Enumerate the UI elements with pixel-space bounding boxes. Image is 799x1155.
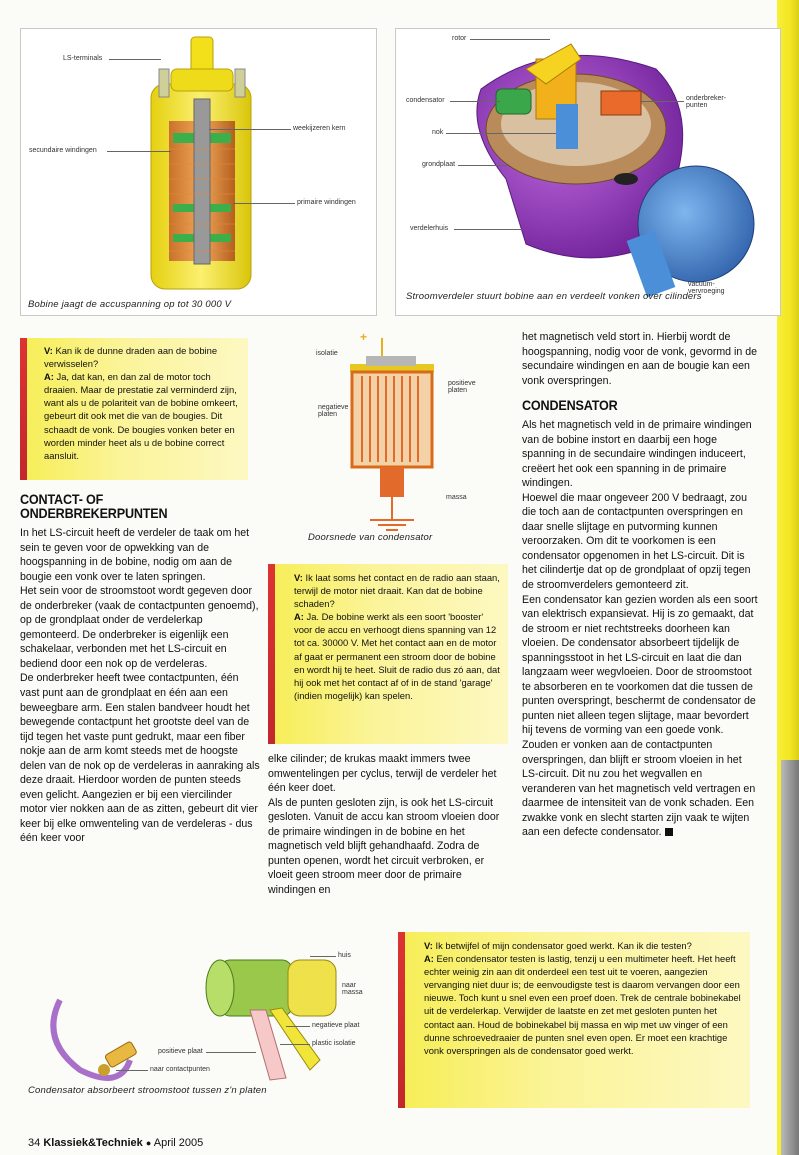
label-positive-plates bbox=[448, 380, 476, 394]
label-primary-windings: primaire windingen bbox=[297, 199, 356, 206]
qa-question-prefix: V: bbox=[294, 572, 303, 583]
column-3-text bbox=[522, 418, 758, 840]
leader-line bbox=[116, 1070, 148, 1071]
leader-line bbox=[107, 151, 171, 152]
paragraph: De onderbreker heeft twee contactpunten, één vast punt aan de grondplaat en één aan een beweegbare arm. Een stalen bandveer houdt het bewegende contactpunt het grootste deel van de tijd tegen het vaste punt gedrukt, maar een fiber nokje aan de arm komt steeds met de hoogste delen van de nok op de verdeleras in aanraking als deze draait. Hierdoor worden de punten steeds even gelicht. Aangezien er bij een viercilinder motor vier nokken aan de as zitten, gebeurt dit vier keer bij elke omwenteling van de verdeleras - dus één keer voor bbox=[20, 672, 260, 845]
paragraph: elke cilinder; de krukas maakt immers twee omwentelingen per cyclus, terwijl de verdeler het één keer doet. bbox=[268, 753, 497, 795]
cross-section-figure bbox=[300, 330, 510, 543]
qa-accent-bar bbox=[20, 338, 27, 480]
label-secondary-windings: secundaire windingen bbox=[29, 147, 97, 154]
paragraph bbox=[522, 593, 758, 840]
label-vacuum-advance-text: vacuüm- vervroeging bbox=[688, 281, 725, 295]
label-negative-plate: negatieve plaat bbox=[312, 1022, 360, 1029]
label-housing: verdelerhuis bbox=[410, 225, 449, 232]
label-positive-plate: positieve plaat bbox=[158, 1048, 203, 1055]
label-to-contact-points: naar contactpunten bbox=[150, 1066, 210, 1073]
paragraph: Het sein voor de stroomstoot wordt gegeven door de onderbreker (vaak de contactpunten genoemd), op de grondplaat onder de verdelerkap gemonteerd. De onderbreker is eigenlijk een schakelaar, verbonden met het LS-circuit en bediend door een nok op de verdeleras. bbox=[20, 585, 259, 670]
page-number: 34 bbox=[28, 1137, 41, 1149]
cross-section-illustration bbox=[300, 330, 510, 540]
label-breaker-points bbox=[686, 95, 726, 109]
cross-section-caption: Doorsnede van condensator bbox=[308, 532, 433, 543]
column-2-text bbox=[268, 752, 508, 897]
label-housing: huis bbox=[338, 952, 351, 959]
page-edge-shadow bbox=[781, 760, 799, 1155]
paragraph: Als het magnetisch veld in de primaire windingen van de bobine instort en daarbij een hoge spanning in de secundaire windingen induceert, creëert het ook een spanning in de primaire windingen. bbox=[522, 419, 752, 490]
label-iron-core: weekijzeren kern bbox=[293, 125, 346, 132]
label-negative-plates-text: negatieve platen bbox=[318, 404, 349, 418]
column-1-text bbox=[20, 526, 260, 846]
condenser-parts-figure bbox=[20, 930, 390, 1100]
leader-line bbox=[450, 101, 500, 102]
distributor-illustration bbox=[396, 29, 780, 315]
page-footer bbox=[28, 1137, 203, 1149]
leader-line bbox=[209, 129, 291, 130]
label-condensator: condensator bbox=[406, 97, 445, 104]
leader-line bbox=[206, 1052, 256, 1053]
leader-line bbox=[470, 39, 550, 40]
paragraph: In het LS-circuit heeft de verdeler de taak om het sein te geven voor de opwekking van de hoogspanning in de bobine, nodig om aan de bougie een vonk over te laten springen. bbox=[20, 527, 250, 583]
qa-answer: Een condensator testen is lastig, tenzij u een multimeter heeft. Het heeft echter weinig zin aan dit onderdeel een test uit te voeren, aangezien vervanging niet duur is; de eenvoudigste test is daarom vervangen door een nieuwe. Toch kunt u snel even een proef doen. Trek de centrale bobinekabel uit de verdelerkap. Verwijder de laatste en zet met gesloten punten het contact aan. Houd de bobinekabel bij massa en wip met uw vinger of een dunne schroevedraaier de punten snel even open. Er moet een krachtige vonk overspringen als de condensator goed werkt. bbox=[424, 953, 741, 1056]
leader-line bbox=[233, 203, 295, 204]
heading-condensator: CONDENSATOR bbox=[522, 397, 618, 413]
label-negative-plates bbox=[318, 404, 348, 418]
qa-answer-prefix: A: bbox=[294, 611, 304, 623]
leader-line bbox=[280, 1044, 310, 1045]
magazine-name: Klassiek&Techniek bbox=[43, 1137, 143, 1149]
label-insulation: isolatie bbox=[316, 350, 338, 357]
coil-illustration bbox=[21, 29, 376, 315]
leader-line bbox=[310, 956, 336, 957]
qa-box-ignition-radio bbox=[268, 564, 508, 744]
qa-question: Kan ik de dunne draden aan de bobine verwisselen? bbox=[44, 345, 218, 370]
qa-question-prefix: V: bbox=[424, 940, 433, 951]
label-ls-terminals: LS-terminals bbox=[63, 55, 103, 62]
paragraph: Als de punten gesloten zijn, is ook het LS-circuit gesloten. Vanuit de accu kan stroom vloeien door de primaire windingen in de bobine en het magnetisch veld blijft gehandhaafd. Zodra de punten openen, wordt het circuit verbroken, er vloeit geen stroom meer door de primaire windingen en bbox=[268, 796, 500, 896]
coil-caption: Bobine jaagt de accuspanning op tot 30 000 V bbox=[28, 299, 232, 310]
label-cam: nok bbox=[432, 129, 444, 136]
paragraph: Hoewel die maar ongeveer 200 V bedraagt, zou die toch aan de contactpunten overspringen en daar snelle slijtage en putvorming kunnen veroorzaken. Om dit te voorkomen is een condensator opgenomen in het LS-circuit. Dit is het cilindertje dat op de grondplaat of opzij tegen de stroomverdelers gemonteerd zit. bbox=[522, 491, 751, 592]
qa-answer-prefix: A: bbox=[424, 953, 434, 965]
label-positive-plates-text: positieve platen bbox=[448, 380, 476, 394]
distributor-caption: Stroomverdeler stuurt bobine aan en verdeelt vonken over cilinders bbox=[406, 291, 702, 302]
label-breaker-points-text: onderbreker- punten bbox=[686, 95, 727, 109]
leader-line bbox=[640, 101, 684, 102]
qa-question: Ik laat soms het contact en de radio aan staan, terwijl de motor niet draait. Kan dat de bobine schaden? bbox=[294, 572, 500, 610]
leader-line bbox=[286, 1026, 310, 1027]
leader-line bbox=[446, 133, 556, 134]
qa-box-condenser-test bbox=[398, 932, 750, 1108]
coil-figure bbox=[20, 28, 377, 316]
leader-line bbox=[454, 229, 522, 230]
heading-contact-points: CONTACT- OF ONDERBREKERPUNTEN bbox=[20, 491, 168, 521]
qa-box-coil-wires bbox=[20, 338, 248, 480]
label-ground: massa bbox=[446, 494, 467, 501]
label-plastic-insulation: plastic isolatie bbox=[312, 1040, 356, 1047]
qa-answer-prefix: A: bbox=[44, 371, 54, 383]
label-to-ground-text: naar massa bbox=[342, 982, 363, 996]
paragraph-text: Een condensator kan gezien worden als een soort van elektrisch expansievat. Hij is zo gemaakt, dat de stroom er niet rechtstreeks doorheen kan vloeien. De condensator absorbeert tijdelijk de spanningsstoot in het LS-circuit en laat die dan langzaam weer wegvloeien. Door de stroomstoot te absorberen en te voorkomen dat die tussen de punten overspringt, beschermt de condensator de punten niet alleen tegen slijtage, maar bevordert hij tevens de vorming van een goede vonk. Zouden er vonken aan de contactpunten overspringen, dan blijft er stroom vloeien in het LS-circuit. Dit nu zou het wegvallen en veranderen van het magnetisch veld vertragen en daarmee de intensiteit van de vonk schaden. Een zwakke vonk en slecht starten zijn vaak te wijten aan een defecte condensator. bbox=[522, 593, 758, 839]
leader-line bbox=[109, 59, 161, 60]
footer-bullet: ● bbox=[145, 1138, 152, 1148]
paragraph: het magnetisch veld stort in. Hierbij wordt de hoogspanning, nodig voor de vonk, gevormd in de secundaire windingen en aan de bougie kan een vonk overspringen. bbox=[522, 331, 757, 387]
label-plus: + bbox=[360, 330, 368, 344]
distributor-figure bbox=[395, 28, 781, 316]
label-to-ground bbox=[342, 982, 363, 996]
leader-line bbox=[458, 165, 508, 166]
end-of-article-mark bbox=[665, 828, 673, 836]
column-3-top-text bbox=[522, 330, 758, 388]
qa-question: Ik betwijfel of mijn condensator goed werkt. Kan ik die testen? bbox=[432, 940, 692, 951]
condenser-parts-caption: Condensator absorbeert stroomstoot tussen z'n platen bbox=[28, 1085, 267, 1096]
qa-accent-bar bbox=[398, 932, 405, 1108]
qa-accent-bar bbox=[268, 564, 275, 744]
issue-date: April 2005 bbox=[153, 1137, 204, 1149]
label-baseplate: grondplaat bbox=[422, 161, 456, 168]
label-rotor: rotor bbox=[452, 35, 467, 42]
qa-answer: Ja, dat kan, en dan zal de motor toch draaien. Maar de prestatie zal verminderd zijn, want als u de polariteit van de bobine omkeert, gebeurt dit ook met die van de bougies. Dit schaadt de vonk. De bougies vonken beter en worden minder heet als u de bobine correct aansluit. bbox=[44, 371, 238, 461]
qa-question-prefix: V: bbox=[44, 345, 53, 356]
qa-answer: Ja. De bobine werkt als een soort 'booster' voor de accu en verhoogt diens spanning van 12 tot ca. 30000 V. Met het contact aan en de motor af gaat er permanent een stroom door de bobine en wordt hij te heet. Sluit de radio dus zó aan, dat hij ook met het contact af of in de stand 'garage' (indien mogelijk) kan spelen. bbox=[294, 611, 500, 701]
